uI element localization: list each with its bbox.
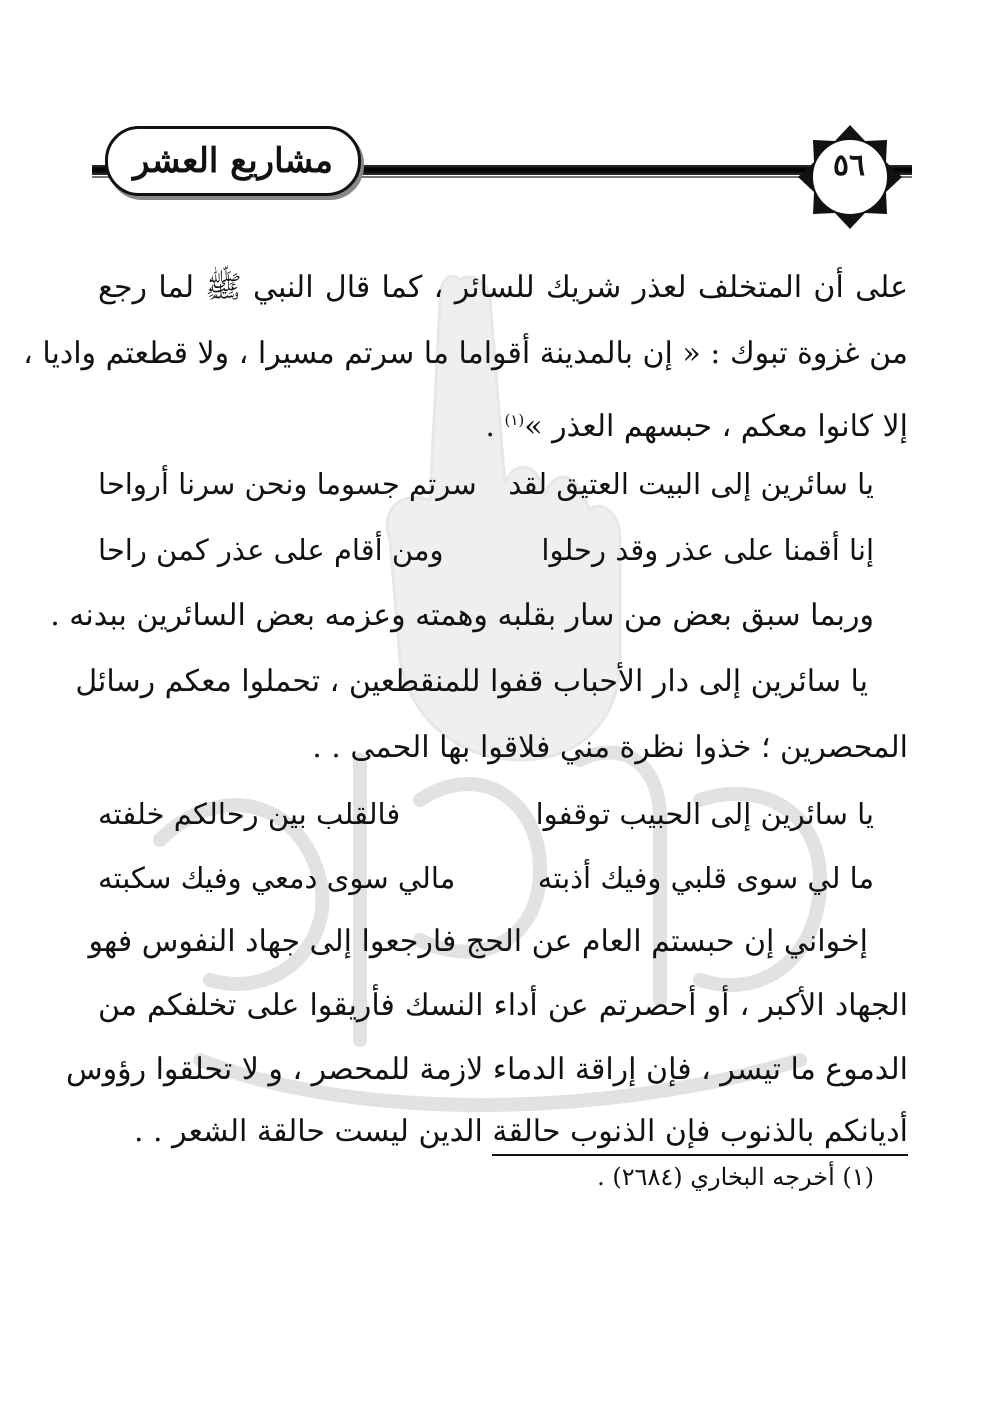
- verse-hemistich-left: ومن أقام على عذر كمن راحا: [98, 533, 444, 567]
- text-line: الجهاد الأكبر ، أو أحصرتم عن أداء النسك فأريقوا على تخلفكم من: [98, 988, 908, 1023]
- text-line: إخواني إن حبستم العام عن الحج فارجعوا إلى جهاد النفوس فهو: [88, 924, 868, 959]
- verse-hemistich-left: مالي سوى دمعي وفيك سكبته: [98, 861, 456, 895]
- running-title-frame: [105, 126, 361, 196]
- page-number: ٥٦: [832, 148, 866, 183]
- verse-hemistich-left: فالقلب بين رحالكم خلفته: [98, 797, 401, 831]
- footnote-separator: [492, 1154, 908, 1156]
- text-line: من غزوة تبوك : « إن بالمدينة أقواما ما سرتم مسيرا ، ولا قطعتم واديا ،: [23, 336, 908, 371]
- text-line: يا سائرين إلى دار الأحباب قفوا للمنقطعين ، تحملوا معكم رسائل: [75, 664, 868, 699]
- verse-hemistich-right: إنا أقمنا على عذر وقد رحلوا: [541, 533, 874, 567]
- running-title: مشاريع العشر: [132, 141, 333, 181]
- text-line: [485, 400, 908, 444]
- footnote-ref: (١): [504, 411, 525, 429]
- verse-hemistich-right: ما لي سوى قلبي وفيك أذبته: [537, 861, 874, 895]
- verse-hemistich-right: يا سائرين إلى البيت العتيق لقد: [508, 467, 874, 501]
- text-line: على أن المتخلف لعذر شريك للسائر ، كما قال النبي ﷺ لما رجع: [98, 270, 908, 305]
- text-line: وربما سبق بعض من سار بقلبه وهمته وعزمه بعض السائرين ببدنه .: [50, 598, 874, 633]
- text-segment: إلا كانوا معكم ، حبسهم العذر »: [524, 409, 908, 444]
- text-line: المحصرين ؛ خذوا نظرة مني فلاقوا بها الحمى . .: [312, 730, 908, 765]
- footnote: (١) أخرجه البخاري (٢٦٨٤) .: [597, 1163, 874, 1191]
- text-segment: .: [485, 409, 505, 444]
- text-line: أديانكم بالذنوب فإن الذنوب حالقة الدين ليست حالقة الشعر . .: [133, 1114, 908, 1149]
- text-line: الدموع ما تيسر ، فإن إراقة الدماء لازمة للمحصر ، و لا تحلقوا رؤوس: [65, 1052, 908, 1087]
- verse-hemistich-right: يا سائرين إلى الحبيب توقفوا: [535, 797, 874, 831]
- verse-hemistich-left: سرتم جسوما ونحن سرنا أرواحا: [98, 467, 477, 501]
